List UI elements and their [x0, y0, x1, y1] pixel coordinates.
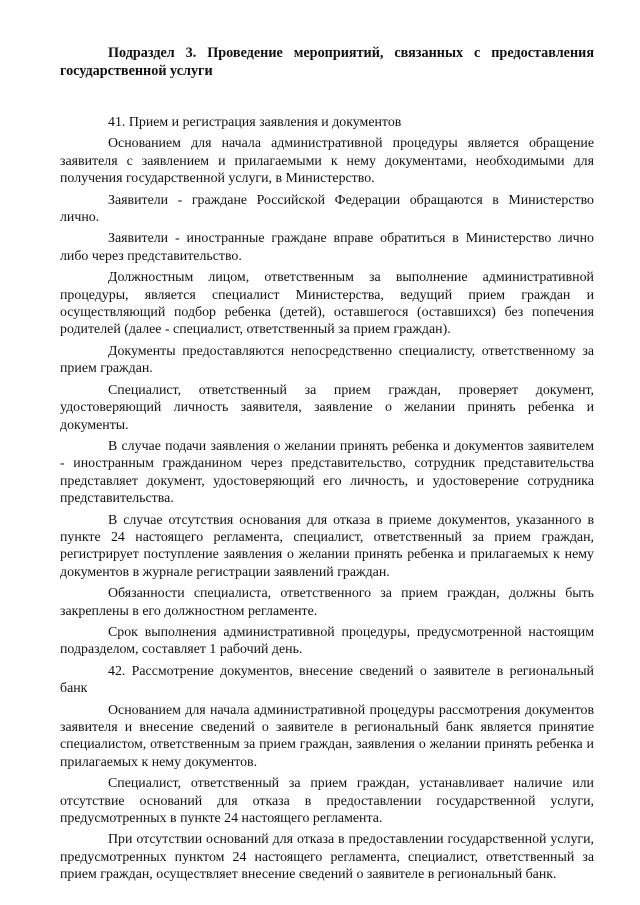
paragraph: Срок выполнения административной процедуры, предусмотренной настоящим подразделом, составляет 1 рабочий день.	[60, 624, 594, 658]
paragraph: Основанием для начала административной процедуры является обращение заявителя с заявлением и прилагаемыми к нему документами, необходимыми для получения государственной услуги, в Министерство.	[60, 136, 594, 187]
paragraph: Заявители - граждане Российской Федерации обращаются в Министерство лично.	[60, 192, 594, 226]
paragraph-42-title: 42. Рассмотрение документов, внесение сведений о заявителе в региональный банк	[60, 663, 594, 697]
paragraph: При отсутствии оснований для отказа в предоставлении государственной услуги, предусмотренных пунктом 24 настоящего регламента, специалист, ответственный за прием граждан, осуществляет внесение сведений о заявителе в региональный банк.	[60, 832, 594, 883]
paragraph-41-title: 41. Прием и регистрация заявления и документов	[108, 115, 402, 130]
paragraph: Должностным лицом, ответственным за выполнение административной процедуры, является специалист Министерства, ведущий прием граждан и осуществляющий подбор ребенка (детей), оставшегося (оставшихся) без попечения родителей (далее - специалист, ответственный за прием граждан).	[60, 270, 594, 338]
paragraph: Специалист, ответственный за прием граждан, устанавливает наличие или отсутствие оснований для отказа в предоставлении государственной услуги, предусмотренных в пункте 24 настоящего регламента.	[60, 776, 594, 827]
paragraph: В случае отсутствия основания для отказа в приеме документов, указанного в пункте 24 настоящего регламента, специалист, ответственный за прием граждан, регистрирует поступление заявления о желании принять ребенка и прилагаемых к нему документов в журнале регистрации заявлений граждан.	[60, 512, 594, 580]
paragraph: Документы предоставляются непосредственно специалисту, ответственному за прием граждан.	[60, 343, 594, 377]
paragraph: Заявители - иностранные граждане вправе обратиться в Министерство лично либо через представительство.	[60, 231, 594, 264]
paragraph: Обязанности специалиста, ответственного за прием граждан, должны быть закреплены в его должностном регламенте.	[60, 586, 594, 619]
paragraph: Основанием для начала административной процедуры рассмотрения документов заявителя и внесение сведений о заявителе в региональный банк является принятие специалистом, ответственным за прием граждан, заявления о желании принять ребенка и прилагаемых к нему документов.	[60, 702, 594, 770]
paragraph: В случае подачи заявления о желании принять ребенка и документов заявителем - иностранным гражданином через представительство, сотрудник представительства представляет документ, удостоверяющий его личность, и удостоверение сотрудника представительства.	[60, 438, 594, 507]
paragraph: Специалист, ответственный за прием граждан, проверяет документ, удостоверяющий личность заявителя, заявление о желании принять ребенка и документы.	[60, 382, 594, 433]
section-heading: Подраздел 3. Проведение мероприятий, связанных с предоставления государственной услуги	[60, 45, 594, 79]
document-page	[60, 44, 594, 888]
